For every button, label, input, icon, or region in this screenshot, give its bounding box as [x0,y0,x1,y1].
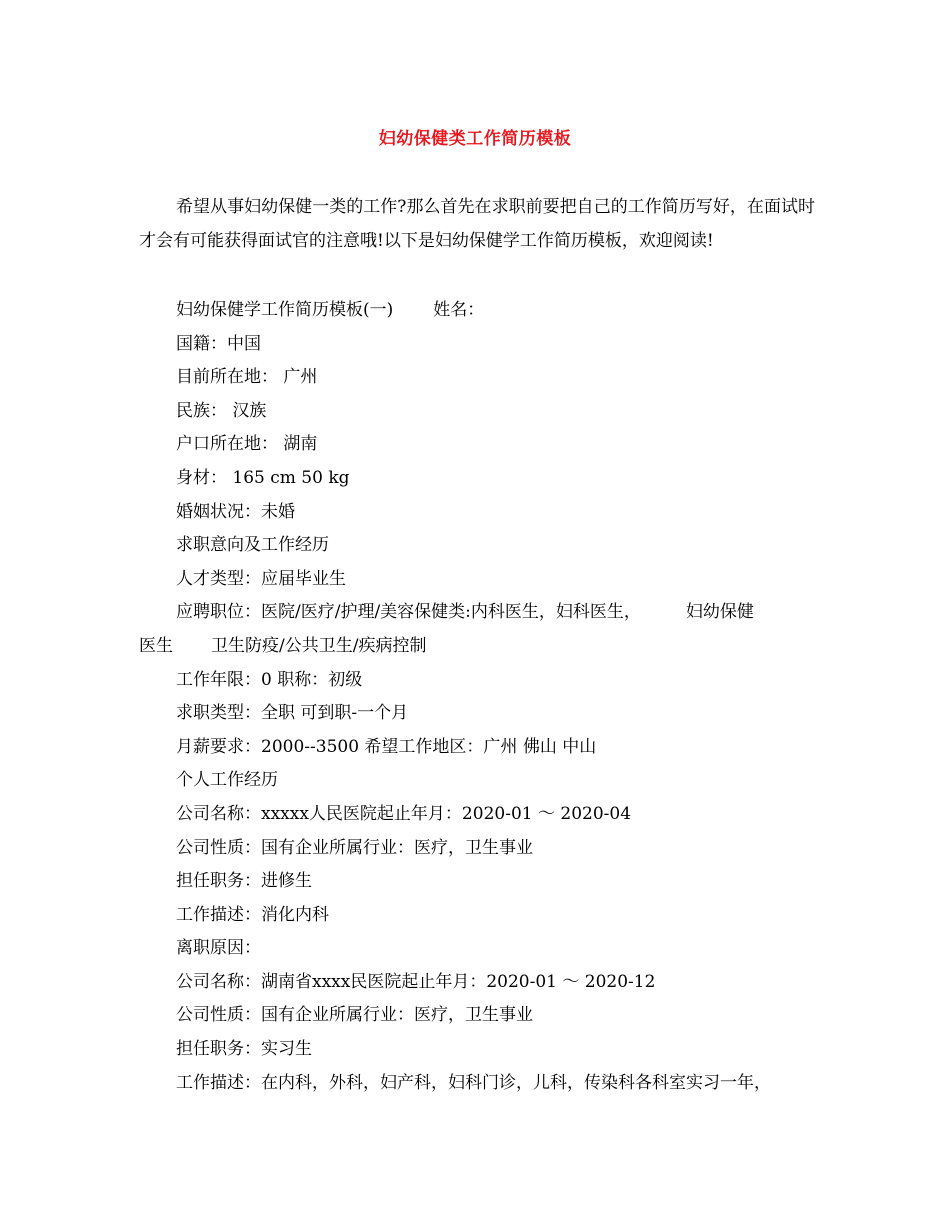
location-line: 目前所在地： 广州 [176,367,318,388]
physique-line: 身材： 165 cm 50 kg [176,467,350,488]
resume-body [139,294,819,1100]
position-part-3: 医生 [139,635,173,656]
company1-leave-line: 离职原因： [176,938,261,959]
years-title-line: 工作年限：0 职称：初级 [176,669,363,690]
experience-heading: 个人工作经历 [176,770,278,791]
document-title: 妇幼保健类工作简历模板 [378,129,572,149]
nationality-line: 国籍：中国 [176,333,261,354]
position-line [139,596,819,630]
position-line-continued [139,630,819,664]
company2-role-line: 担任职务：实习生 [176,1039,312,1060]
marital-line: 婚姻状况：未婚 [176,501,295,522]
name-label: 姓名： [433,300,485,320]
talent-type-line: 人才类型：应届毕业生 [176,568,346,589]
intent-heading: 求职意向及工作经历 [176,535,329,556]
company2-desc-line: 工作描述：在内科，外科，妇产科，妇科门诊，儿科，传染科各科室实习一年， [176,1072,771,1093]
hukou-line: 户口所在地： 湖南 [176,434,318,455]
company1-desc-line: 工作描述：消化内科 [176,904,329,925]
company2-name-line: 公司名称：湖南省xxxx民医院起止年月：2020-01 ～ 2020-12 [176,971,656,992]
position-part-2: 妇幼保健 [685,602,754,623]
section-heading: 妇幼保健学工作简历模板(一) [176,300,394,320]
salary-line: 月薪要求：2000--3500 希望工作地区：广州 佛山 中山 [176,736,597,757]
ethnicity-line: 民族： 汉族 [176,400,267,421]
section-heading-line [139,294,819,328]
company1-role-line: 担任职务：进修生 [176,871,312,892]
job-type-line: 求职类型：全职 可到职-一个月 [176,703,409,724]
company1-name-line: 公司名称：xxxxx人民医院起止年月：2020-01 ～ 2020-04 [176,803,632,824]
position-part-4: 卫生防疫/公共卫生/疾病控制 [211,635,427,656]
intro-paragraph: 希望从事妇幼保健一类的工作?那么首先在求职前要把自己的工作简历写好，在面试时才会有可能获得面试官的注意哦!以下是妇幼保健学工作简历模板，欢迎阅读! [139,197,815,251]
company1-nature-line: 公司性质：国有企业所属行业：医疗，卫生事业 [176,837,533,858]
position-part-1: 应聘职位：医院/医疗/护理/美容保健类:内科医生，妇科医生， [176,602,641,623]
company2-nature-line: 公司性质：国有企业所属行业：医疗，卫生事业 [176,1005,533,1026]
